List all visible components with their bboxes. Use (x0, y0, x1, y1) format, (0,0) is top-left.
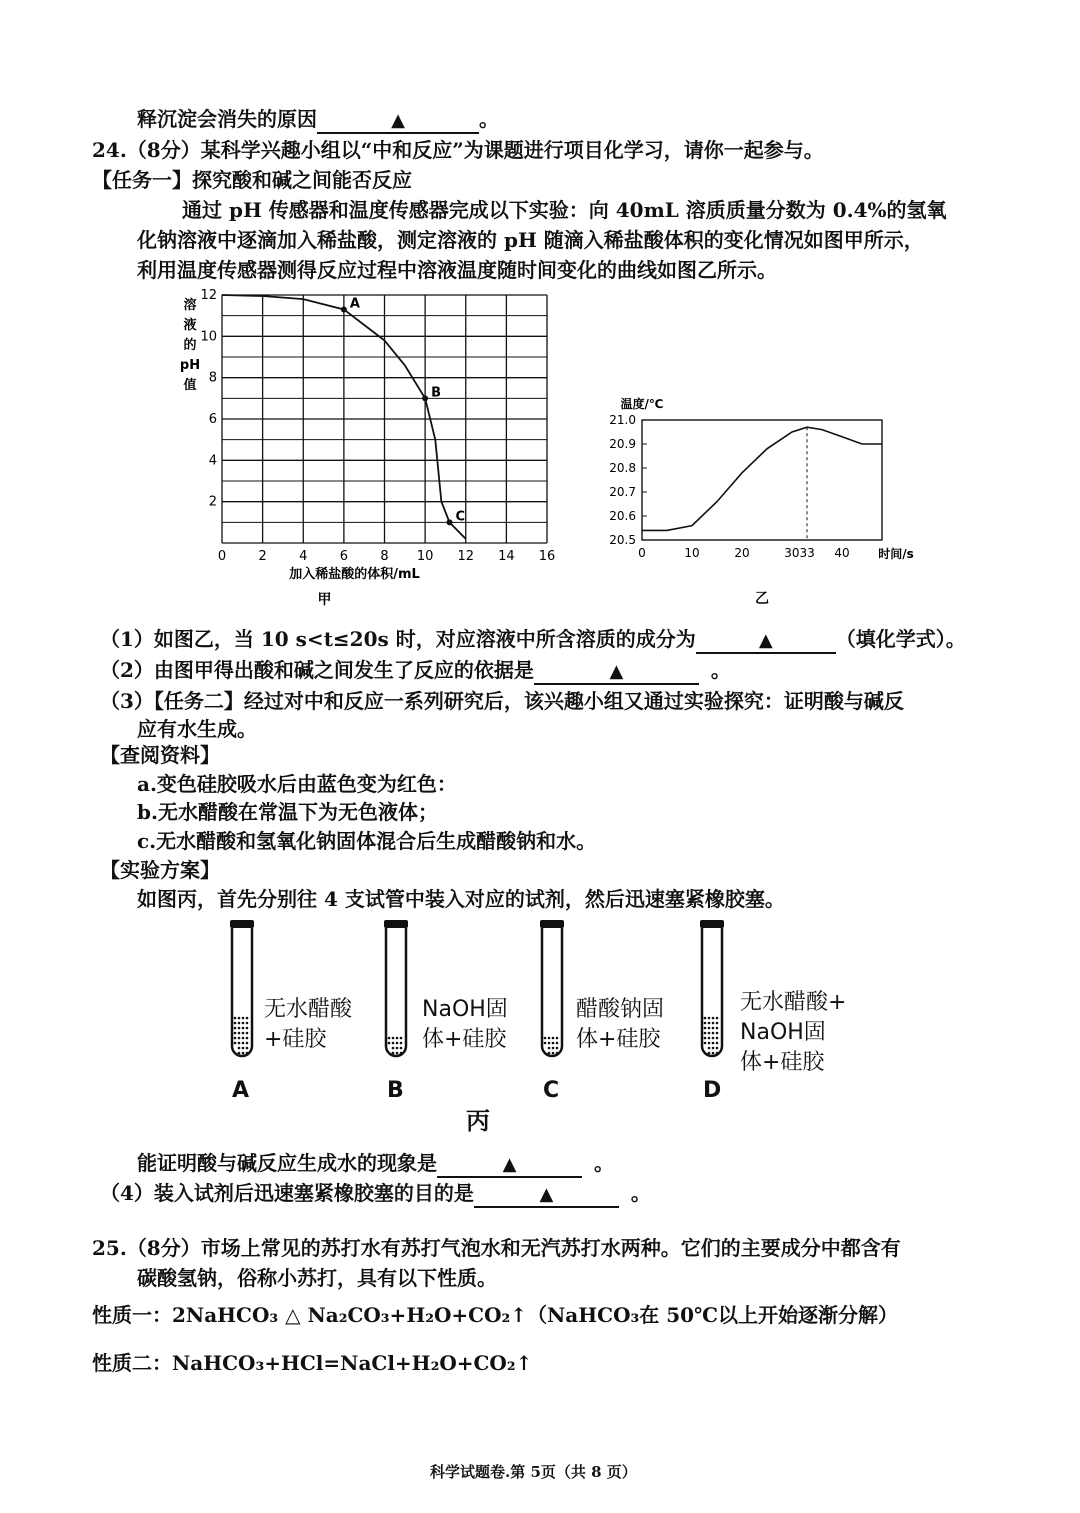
reference-title: 【查阅资料】 (100, 743, 220, 767)
answer-blank-q1[interactable]: ▲ (696, 628, 836, 654)
tube-b-letter: B (387, 1078, 404, 1103)
tube-c-letter: C (543, 1078, 560, 1103)
reagent-dot (548, 1037, 551, 1040)
reagent-dot (234, 1037, 237, 1040)
y-tick-label: 12 (200, 288, 217, 303)
y-axis-label: 液 (183, 318, 197, 333)
reagent-dot (242, 1032, 245, 1035)
tube-a-label: 无水醋酸 +硅胶 (264, 997, 353, 1052)
tube-stopper (540, 920, 564, 928)
reagent-dot (708, 1047, 711, 1050)
reagent-dot (242, 1022, 245, 1025)
x-tick-label: 2 (258, 549, 267, 564)
sub-q3-line1: （3）【任务二】经过对中和反应一系列研究后，该兴趣小组又通过实验探究：证明酸与碱反 (100, 689, 904, 713)
reagent-dot (708, 1027, 711, 1030)
x-axis-label: 时间/s (878, 547, 914, 561)
page-footer: 科学试题卷.第 5页（共 8 页） (430, 1463, 637, 1481)
y-tick-label: 20.6 (609, 509, 636, 523)
property-one-note: （NaHCO₃在 50℃以上开始逐渐分解） (527, 1303, 899, 1327)
reagent-dot (716, 1047, 719, 1050)
reagent-dot (246, 1047, 249, 1050)
reagent-dot (388, 1037, 391, 1040)
property-two-equation: NaHCO₃+HCl=NaCl+H₂O+CO₂↑ (172, 1351, 533, 1375)
x-tick-label: 40 (834, 546, 850, 560)
reagent-dot (246, 1052, 249, 1055)
reagent-dot (704, 1027, 707, 1030)
reagent-dot (396, 1042, 399, 1045)
task1-title: 【任务一】探究酸和碱之间能否反应 (92, 168, 412, 192)
x-tick-label: 12 (457, 549, 475, 564)
x-tick-label: 4 (299, 549, 308, 564)
temperature-curve (642, 427, 882, 530)
x-tick-label: 10 (416, 549, 434, 564)
y-tick-label: 21.0 (609, 413, 636, 427)
reagent-dot (234, 1017, 237, 1020)
tube-stopper (384, 920, 408, 928)
reagent-dot (388, 1042, 391, 1045)
tube-c-label: 醋酸钠固 体+硅胶 (576, 997, 665, 1052)
y-tick-label: 20.7 (609, 485, 636, 499)
reagent-dot (242, 1037, 245, 1040)
reagent-dot (712, 1017, 715, 1020)
sub-q3-line2: 应有水生成。 (137, 717, 257, 741)
tube-b-label: NaOH固 体+硅胶 (422, 997, 508, 1052)
reagent-dot (238, 1047, 241, 1050)
x-tick-label: 6 (339, 549, 349, 564)
reagent-dot (544, 1037, 547, 1040)
reagent-dot (242, 1042, 245, 1045)
reagent-dot (246, 1037, 249, 1040)
tube-d-letter: D (703, 1078, 722, 1103)
reagent-dot (712, 1027, 715, 1030)
reagent-dot (238, 1037, 241, 1040)
reagent-dot (704, 1032, 707, 1035)
x-axis-label: 加入稀盐酸的体积/mL (289, 567, 420, 582)
answer-blank-phen[interactable]: ▲ (437, 1152, 582, 1178)
reagent-dot (234, 1032, 237, 1035)
chart-caption: 乙 (755, 591, 769, 607)
reagent-dot (716, 1037, 719, 1040)
temperature-chart (600, 385, 914, 615)
reagent-dot (400, 1042, 403, 1045)
reagent-dot (246, 1027, 249, 1030)
reagent-dot (392, 1042, 395, 1045)
y-axis-label: pH (179, 358, 201, 373)
reagent-dot (246, 1022, 249, 1025)
reagent-dot (392, 1037, 395, 1040)
tube-a-letter: A (232, 1078, 250, 1103)
plan-text: 如图丙，首先分别往 4 支试管中装入对应的试剂，然后迅速塞紧橡胶塞。 (137, 887, 785, 911)
q24-para-line1: 通过 pH 传感器和温度传感器完成以下实验：向 40mL 溶质质量分数为 0.4%的氢氧 (182, 198, 947, 222)
reagent-dot (548, 1052, 551, 1055)
point-label-A: A (349, 296, 360, 312)
y-tick-label: 20.9 (609, 437, 636, 451)
tube-stopper (700, 920, 724, 928)
reagent-dot (716, 1017, 719, 1020)
q24-para-line3: 利用温度传感器测得反应过程中溶液温度随时间变化的曲线如图乙所示。 (137, 258, 777, 282)
q24-para-line2: 化钠溶液中逐滴加入稀盐酸，测定溶液的 pH 随滴入稀盐酸体积的变化情况如图甲所示， (137, 228, 924, 252)
reagent-dot (246, 1017, 249, 1020)
y-axis-label: 溶 (183, 298, 197, 313)
point-A (341, 306, 347, 312)
reagent-dot (400, 1037, 403, 1040)
y-tick-label: 4 (208, 453, 217, 469)
reagent-dot (400, 1052, 403, 1055)
reagent-dot (238, 1032, 241, 1035)
sub-q2: （2）由图甲得出酸和碱之间发生了反应的依据是 ▲ 。 (100, 657, 731, 685)
reagent-dot (392, 1047, 395, 1050)
property-one: 性质一：2NaHCO₃ △ Na₂CO₃+H₂O+CO₂↑（NaHCO₃在 50℃以上开始逐渐分解） (92, 1303, 899, 1327)
sub-q1: （1）如图乙，当 10 s<t≤20s 时，对应溶液中所含溶质的成分为 ▲ （填化学式）。 (100, 626, 966, 654)
reagent-dot (400, 1047, 403, 1050)
y-tick-label: 2 (208, 494, 217, 510)
ph-chart (175, 285, 595, 615)
x-tick-label: 0 (638, 546, 646, 560)
reagent-dot (708, 1032, 711, 1035)
reagent-dot (704, 1022, 707, 1025)
reagent-dot (548, 1047, 551, 1050)
reference-a: a.变色硅胶吸水后由蓝色变为红色： (137, 772, 457, 796)
chart-caption: 甲 (317, 592, 332, 608)
y-axis-label: 值 (183, 378, 197, 393)
point-label-C: C (455, 509, 466, 525)
tube-d-label: 无水醋酸+ NaOH固 体+硅胶 (740, 990, 847, 1075)
reagent-dot (708, 1022, 711, 1025)
q25-line1: 25.（8分）市场上常见的苏打水有苏打气泡水和无汽苏打水两种。它们的主要成分中都含有 (92, 1236, 901, 1260)
q24-head: 24.（8分）某科学兴趣小组以“中和反应”为课题进行项目化学习，请你一起参与。 (92, 138, 824, 162)
reagent-dot (552, 1047, 555, 1050)
answer-blank-q4[interactable]: ▲ (474, 1182, 619, 1208)
reagent-dot (392, 1052, 395, 1055)
reagent-dot (242, 1052, 245, 1055)
reagent-dot (704, 1017, 707, 1020)
reagent-dot (716, 1027, 719, 1030)
reagent-dot (716, 1052, 719, 1055)
top-line-text: 释沉淀会消失的原因 (137, 107, 317, 131)
reagent-dot (552, 1042, 555, 1045)
answer-blank[interactable]: ▲ (317, 108, 479, 134)
reagent-dot (544, 1042, 547, 1045)
reagent-dot (556, 1052, 559, 1055)
reagent-dot (234, 1027, 237, 1030)
reagent-dot (556, 1042, 559, 1045)
point-label-B: B (431, 385, 442, 401)
x-tick-label: 10 (684, 546, 700, 560)
y-axis-label: 温度/℃ (620, 397, 664, 411)
reagent-dot (704, 1042, 707, 1045)
reagent-dot (716, 1042, 719, 1045)
reagent-dot (242, 1027, 245, 1030)
reagent-dot (238, 1017, 241, 1020)
phenomenon-question: 能证明酸与碱反应生成水的现象是 ▲ 。 (137, 1150, 614, 1178)
reagent-dot (246, 1042, 249, 1045)
reagent-dot (716, 1022, 719, 1025)
x-tick-label: 0 (217, 549, 227, 564)
reagent-dot (708, 1042, 711, 1045)
reagent-dot (548, 1042, 551, 1045)
reagent-dot (246, 1032, 249, 1035)
y-tick-label: 10 (200, 329, 217, 345)
y-tick-label: 20.5 (609, 533, 636, 547)
q25-line2: 碳酸氢钠，俗称小苏打，具有以下性质。 (137, 1266, 497, 1290)
reagent-dot (552, 1052, 555, 1055)
reagent-dot (704, 1037, 707, 1040)
reagent-dot (396, 1052, 399, 1055)
reagent-dot (556, 1037, 559, 1040)
reagent-dot (238, 1052, 241, 1055)
reagent-dot (552, 1037, 555, 1040)
tube-stopper (230, 920, 254, 928)
reagent-dot (712, 1032, 715, 1035)
property-one-equation: 2NaHCO₃ △ Na₂CO₃+H₂O+CO₂↑ (172, 1303, 528, 1327)
y-tick-label: 20.8 (609, 461, 636, 475)
x-tick-label: 20 (734, 546, 750, 560)
y-tick-label: 6 (208, 412, 217, 427)
reagent-dot (234, 1042, 237, 1045)
reagent-dot (716, 1032, 719, 1035)
answer-blank-q2[interactable]: ▲ (534, 659, 699, 685)
reagent-dot (238, 1022, 241, 1025)
top-line: 释沉淀会消失的原因 ▲ 。 (137, 106, 499, 134)
reagent-dot (712, 1047, 715, 1050)
reference-c: c.无水醋酸和氢氧化钠固体混合后生成醋酸钠和水。 (137, 829, 597, 853)
figure-bing-caption: 丙 (466, 1107, 490, 1135)
reagent-dot (238, 1042, 241, 1045)
reagent-dot (708, 1052, 711, 1055)
y-axis-label: 的 (183, 338, 197, 353)
point-C (447, 519, 453, 525)
reagent-dot (712, 1037, 715, 1040)
property-two: 性质二：NaHCO₃+HCl=NaCl+H₂O+CO₂↑ (92, 1351, 533, 1375)
reagent-dot (242, 1047, 245, 1050)
reagent-dot (396, 1037, 399, 1040)
reagent-dot (708, 1037, 711, 1040)
x-tick-label: 14 (498, 549, 515, 564)
x-tick-label: 3033 (784, 546, 815, 560)
point-B (422, 395, 428, 401)
reference-b: b.无水醋酸在常温下为无色液体； (137, 800, 438, 824)
reagent-dot (242, 1017, 245, 1020)
y-tick-label: 8 (208, 370, 217, 386)
reagent-dot (238, 1027, 241, 1030)
x-tick-label: 16 (538, 549, 556, 564)
reagent-dot (712, 1042, 715, 1045)
plan-title: 【实验方案】 (100, 858, 220, 882)
reagent-dot (708, 1017, 711, 1020)
reagent-dot (712, 1022, 715, 1025)
x-tick-label: 8 (380, 549, 389, 564)
reagent-dot (234, 1022, 237, 1025)
reagent-dot (712, 1052, 715, 1055)
reagent-dot (396, 1047, 399, 1050)
sub-q4: （4）装入试剂后迅速塞紧橡胶塞的目的是 ▲ 。 (100, 1180, 651, 1208)
reagent-dot (556, 1047, 559, 1050)
